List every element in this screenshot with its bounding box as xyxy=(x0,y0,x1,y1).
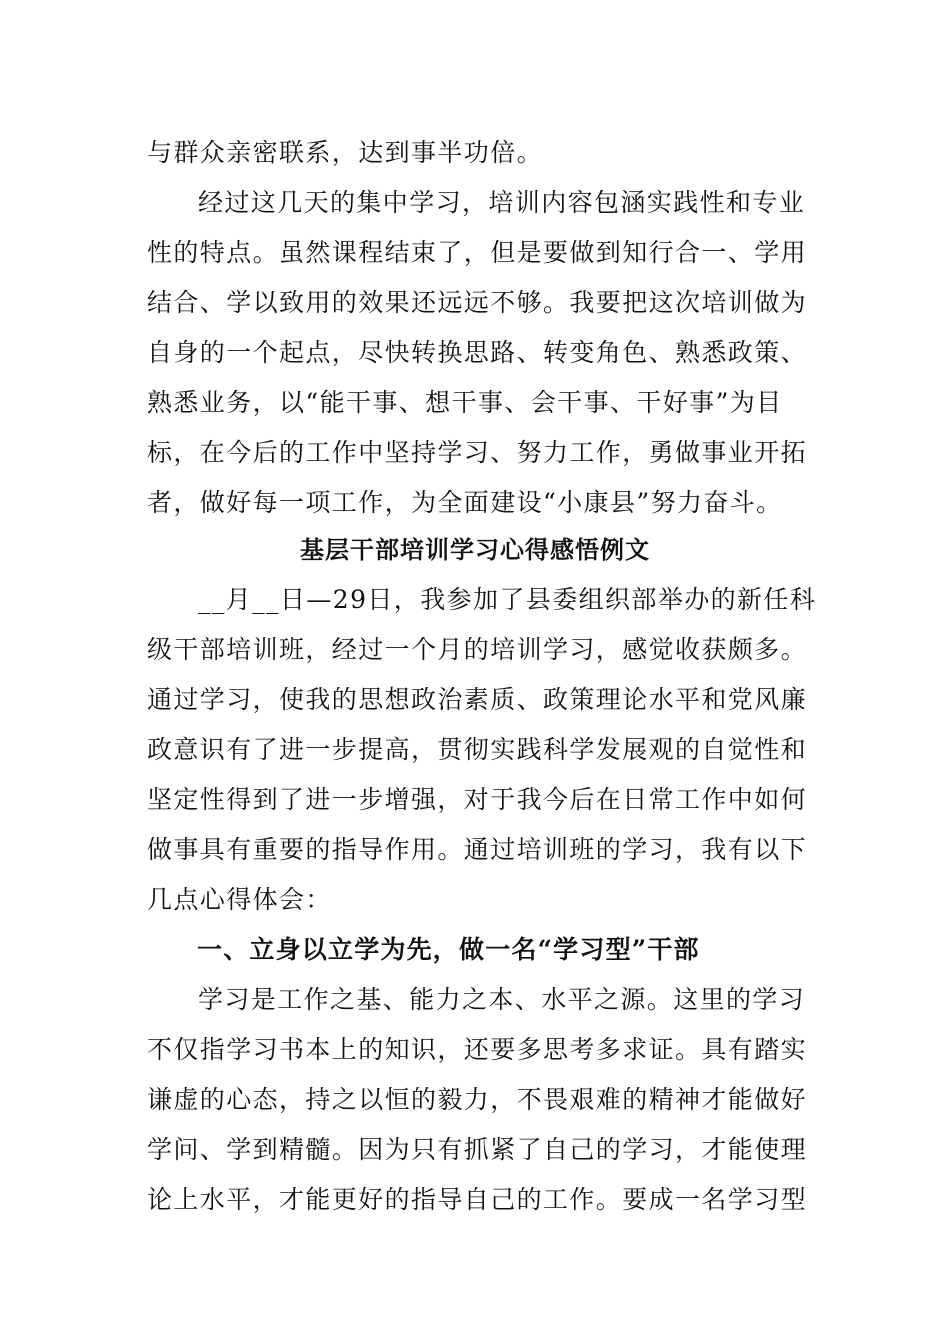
paragraph-line: 坚定性得到了进一步增强，对于我今后在日常工作中如何 xyxy=(147,785,808,814)
paragraph-line: 不仅指学习书本上的知识，还要多思考多求证。具有踏实 xyxy=(147,1035,808,1064)
paragraph-line: 熟悉业务，以“能干事、想干事、会干事、干好事”为目 xyxy=(147,388,783,417)
paragraph-line: 自身的一个起点，尽快转换思路、转变角色、熟悉政策、 xyxy=(147,338,808,367)
paragraph-line: 谦虚的心态，持之以恒的毅力，不畏艰难的精神才能做好 xyxy=(147,1085,808,1114)
paragraph-line: 通过学习，使我的思想政治素质、政策理论水平和党风廉 xyxy=(147,685,808,714)
paragraph-line: 学习是工作之基、能力之本、水平之源。这里的学习 xyxy=(198,985,806,1014)
paragraph-line: __月__日—29日，我参加了县委组织部举办的新任科 xyxy=(198,585,817,614)
paragraph-line: 论上水平，才能更好的指导自己的工作。要成一名学习型 xyxy=(147,1185,808,1214)
paragraph-line: 经过这几天的集中学习，培训内容包涵实践性和专业 xyxy=(198,188,806,217)
paragraph-line: 结合、学以致用的效果还远远不够。我要把这次培训做为 xyxy=(147,288,808,317)
paragraph-line: 做事具有重要的指导作用。通过培训班的学习，我有以下 xyxy=(147,835,808,864)
paragraph-line: 学问、学到精髓。因为只有抓紧了自己的学习，才能使理 xyxy=(147,1135,808,1164)
paragraph-line: 与群众亲密联系，达到事半功倍。 xyxy=(147,138,544,167)
paragraph-line: 标，在今后的工作中坚持学习、努力工作，勇做事业开拓 xyxy=(147,438,808,467)
paragraph-line: 级干部培训班，经过一个月的培训学习，感觉收获颇多。 xyxy=(147,635,808,664)
section-heading: 一、立身以立学为先，做一名“学习型”干部 xyxy=(197,935,700,964)
paragraph-line: 几点心得体会： xyxy=(147,885,332,914)
article-title: 基层干部培训学习心得感悟例文 xyxy=(300,536,650,564)
paragraph-line: 政意识有了进一步提高，贯彻实践科学发展观的自觉性和 xyxy=(147,735,808,764)
paragraph-line: 性的特点。虽然课程结束了，但是要做到知行合一、学用 xyxy=(147,238,808,267)
paragraph-line: 者，做好每一项工作，为全面建设“小康县”努力奋斗。 xyxy=(147,488,783,517)
